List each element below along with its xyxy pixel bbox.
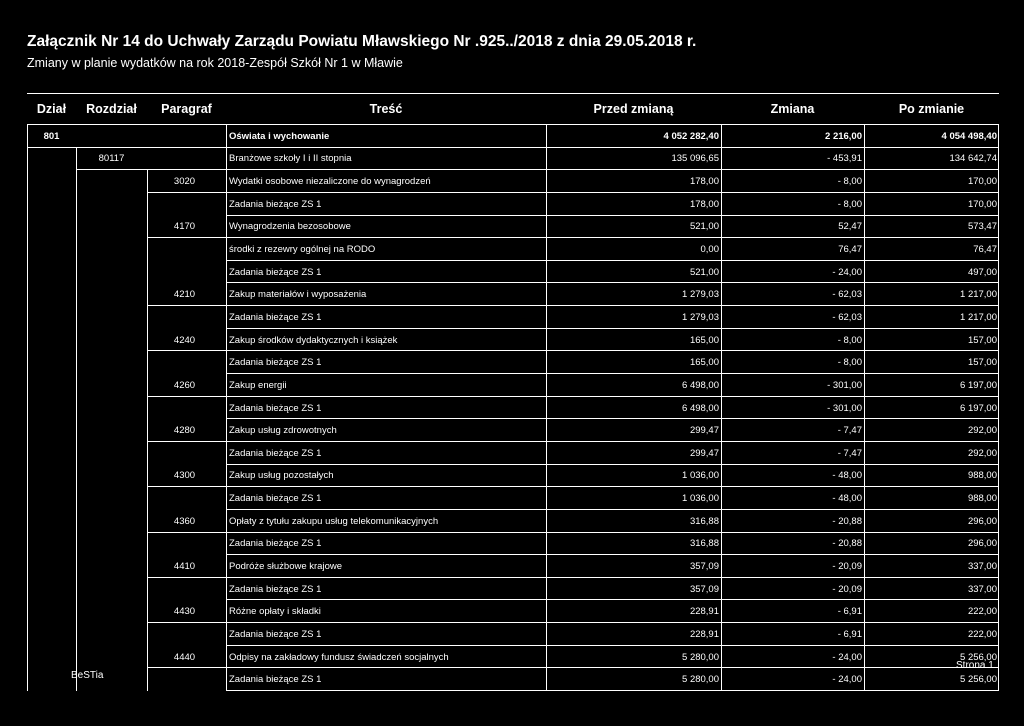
- cell-przed-zmiana: 357,09: [689, 583, 719, 595]
- expense-table: [27, 93, 999, 691]
- cell-przed-zmiana: 6 498,00: [682, 379, 719, 391]
- cell-zmiana: - 8,00: [837, 334, 862, 346]
- cell-po-zmianie: 5 256,00: [960, 651, 997, 663]
- cell-tresc: Zadania bieżące ZS 1: [229, 583, 322, 595]
- table-row: [27, 170, 999, 193]
- cell-paragraf: 4210: [173, 289, 196, 301]
- cell-paragraf: 4360: [173, 515, 196, 527]
- table-row: [27, 419, 999, 442]
- cell-zmiana: - 8,00: [837, 357, 862, 369]
- cell-zmiana: - 20,88: [832, 538, 862, 550]
- cell-po-zmianie: 296,00: [967, 515, 997, 527]
- cell-przed-zmiana: 6 498,00: [682, 402, 719, 414]
- cell-po-zmianie: 1 217,00: [960, 289, 997, 301]
- cell-tresc: Branżowe szkoły I i II stopnia: [229, 153, 352, 165]
- cell-przed-zmiana: 0,00: [700, 244, 719, 256]
- table-header: [27, 93, 999, 125]
- cell-tresc: Zakup usług pozostałych: [229, 470, 334, 482]
- cell-przed-zmiana: 165,00: [689, 334, 719, 346]
- table-row: [27, 555, 999, 578]
- document-title: Załącznik Nr 14 do Uchwały Zarządu Powiatu Mławskiego Nr .925../2018 z dnia 29.05.2018 r.: [27, 33, 697, 50]
- cell-po-zmianie: 170,00: [967, 176, 997, 188]
- cell-przed-zmiana: 299,47: [689, 447, 719, 459]
- cell-paragraf: 4430: [173, 606, 196, 618]
- table-body: [27, 125, 999, 691]
- cell-po-zmianie: 292,00: [967, 447, 997, 459]
- cell-tresc: Zakup materiałów i wyposażenia: [229, 289, 367, 301]
- cell-paragraf: 3020: [173, 176, 196, 188]
- cell-po-zmianie: 497,00: [967, 266, 997, 278]
- cell-tresc: Zadania bieżące ZS 1: [229, 198, 322, 210]
- cell-po-zmianie: 157,00: [967, 334, 997, 346]
- column-divider: [27, 125, 28, 691]
- table-row: [27, 238, 999, 261]
- cell-zmiana: - 20,09: [832, 583, 862, 595]
- cell-zmiana: - 62,03: [832, 289, 862, 301]
- table-row: [27, 261, 999, 284]
- cell-przed-zmiana: 5 280,00: [682, 651, 719, 663]
- cell-paragraf: 4170: [173, 221, 196, 233]
- cell-tresc: Wydatki osobowe niezaliczone do wynagrodzeń: [229, 176, 431, 188]
- cell-zmiana: - 8,00: [837, 198, 862, 210]
- cell-zmiana: - 7,47: [837, 425, 862, 437]
- table-row: [27, 600, 999, 623]
- table-row: [27, 193, 999, 216]
- table-row: [27, 465, 999, 488]
- cell-tresc: Zadania bieżące ZS 1: [229, 402, 322, 414]
- cell-tresc: Zadania bieżące ZS 1: [229, 628, 322, 640]
- table-row: [27, 442, 999, 465]
- cell-po-zmianie: 4 054 498,40: [941, 130, 997, 142]
- cell-tresc: Zakup środków dydaktycznych i książek: [229, 334, 398, 346]
- cell-po-zmianie: 292,00: [967, 425, 997, 437]
- cell-po-zmianie: 988,00: [967, 470, 997, 482]
- cell-zmiana: - 301,00: [827, 379, 862, 391]
- cell-zmiana: - 48,00: [832, 470, 862, 482]
- row-divider: [226, 690, 999, 691]
- cell-przed-zmiana: 521,00: [689, 266, 719, 278]
- cell-paragraf: 4260: [173, 379, 196, 391]
- cell-przed-zmiana: 1 279,03: [682, 311, 719, 323]
- table-row: [27, 306, 999, 329]
- cell-po-zmianie: 222,00: [967, 628, 997, 640]
- document-subtitle: Zmiany w planie wydatków na rok 2018-Zespół Szkół Nr 1 w Mławie: [27, 56, 403, 70]
- cell-paragraf: 4440: [173, 651, 196, 663]
- header-paragraf: Paragraf: [161, 102, 212, 116]
- cell-zmiana: - 62,03: [832, 311, 862, 323]
- cell-tresc: środki z rezewry ogólnej na RODO: [229, 244, 376, 256]
- column-divider: [76, 148, 77, 692]
- column-divider: [998, 125, 999, 691]
- cell-po-zmianie: 573,47: [967, 221, 997, 233]
- cell-paragraf: 4240: [173, 334, 196, 346]
- cell-tresc: Zadania bieżące ZS 1: [229, 447, 322, 459]
- column-divider: [147, 170, 148, 691]
- cell-tresc: Zadania bieżące ZS 1: [229, 674, 322, 686]
- table-row: [27, 510, 999, 533]
- cell-zmiana: 76,47: [838, 244, 862, 256]
- cell-po-zmianie: 6 197,00: [960, 379, 997, 391]
- cell-tresc: Zakup energii: [229, 379, 287, 391]
- cell-po-zmianie: 988,00: [967, 493, 997, 505]
- cell-zmiana: - 48,00: [832, 493, 862, 505]
- cell-przed-zmiana: 228,91: [689, 606, 719, 618]
- header-zmiana: Zmiana: [770, 102, 815, 116]
- cell-zmiana: - 7,47: [837, 447, 862, 459]
- cell-tresc: Odpisy na zakładowy fundusz świadczeń socjalnych: [229, 651, 449, 663]
- cell-paragraf: 4300: [173, 470, 196, 482]
- cell-przed-zmiana: 299,47: [689, 425, 719, 437]
- cell-tresc: Oświata i wychowanie: [229, 130, 330, 142]
- cell-przed-zmiana: 4 052 282,40: [663, 130, 719, 142]
- table-row: [27, 668, 999, 691]
- cell-po-zmianie: 1 217,00: [960, 311, 997, 323]
- cell-tresc: Zadania bieżące ZS 1: [229, 357, 322, 369]
- cell-zmiana: - 8,00: [837, 176, 862, 188]
- table-row: [27, 623, 999, 646]
- cell-po-zmianie: 76,47: [973, 244, 997, 256]
- cell-przed-zmiana: 1 036,00: [682, 470, 719, 482]
- cell-po-zmianie: 222,00: [967, 606, 997, 618]
- header-przed-zmiana: Przed zmianą: [593, 102, 674, 116]
- cell-po-zmianie: 6 197,00: [960, 402, 997, 414]
- cell-rozdzial: 80117: [98, 153, 125, 165]
- cell-zmiana: - 24,00: [832, 266, 862, 278]
- table-row: [27, 487, 999, 510]
- table-row: [27, 125, 999, 148]
- header-po-zmianie: Po zmianie: [898, 102, 965, 116]
- table-row: [27, 646, 999, 669]
- table-row: [27, 397, 999, 420]
- cell-paragraf: 4410: [173, 560, 196, 572]
- cell-tresc: Zadania bieżące ZS 1: [229, 311, 322, 323]
- cell-zmiana: - 20,09: [832, 560, 862, 572]
- cell-zmiana: - 24,00: [832, 674, 862, 686]
- cell-po-zmianie: 337,00: [967, 583, 997, 595]
- cell-po-zmianie: 170,00: [967, 198, 997, 210]
- cell-zmiana: - 20,88: [832, 515, 862, 527]
- cell-zmiana: - 453,91: [827, 153, 862, 165]
- cell-zmiana: - 6,91: [837, 606, 862, 618]
- cell-zmiana: 52,47: [838, 221, 862, 233]
- column-divider: [864, 125, 865, 691]
- cell-przed-zmiana: 1 036,00: [682, 493, 719, 505]
- table-row: [27, 374, 999, 397]
- column-divider: [546, 125, 547, 691]
- footer-page-number: Strona 1: [956, 660, 994, 671]
- footer-software-name: BeSTia: [71, 670, 104, 681]
- cell-tresc: Zakup usług zdrowotnych: [229, 425, 337, 437]
- cell-tresc: Opłaty z tytułu zakupu usług telekomunikacyjnych: [229, 515, 439, 527]
- column-divider: [721, 125, 722, 691]
- cell-przed-zmiana: 316,88: [689, 538, 719, 550]
- cell-zmiana: - 24,00: [832, 651, 862, 663]
- cell-przed-zmiana: 521,00: [689, 221, 719, 233]
- cell-zmiana: 2 216,00: [825, 130, 862, 142]
- cell-przed-zmiana: 178,00: [689, 198, 719, 210]
- cell-po-zmianie: 296,00: [967, 538, 997, 550]
- table-row: [27, 148, 999, 171]
- cell-przed-zmiana: 357,09: [689, 560, 719, 572]
- table-row: [27, 329, 999, 352]
- cell-po-zmianie: 134 642,74: [949, 153, 997, 165]
- cell-po-zmianie: 337,00: [967, 560, 997, 572]
- cell-tresc: Zadania bieżące ZS 1: [229, 538, 322, 550]
- cell-przed-zmiana: 135 096,65: [671, 153, 719, 165]
- cell-tresc: Zadania bieżące ZS 1: [229, 266, 322, 278]
- cell-tresc: Wynagrodzenia bezosobowe: [229, 221, 351, 233]
- table-row: [27, 533, 999, 556]
- table-row: [27, 216, 999, 239]
- cell-zmiana: - 301,00: [827, 402, 862, 414]
- cell-po-zmianie: 157,00: [967, 357, 997, 369]
- table-row: [27, 578, 999, 601]
- header-rozdzial: Rozdział: [86, 102, 137, 116]
- column-divider: [226, 125, 227, 691]
- cell-przed-zmiana: 165,00: [689, 357, 719, 369]
- cell-przed-zmiana: 178,00: [689, 176, 719, 188]
- cell-tresc: Różne opłaty i składki: [229, 606, 321, 618]
- cell-dzial: 801: [43, 130, 60, 142]
- cell-tresc: Podróże służbowe krajowe: [229, 560, 343, 572]
- table-row: [27, 351, 999, 374]
- cell-tresc: Zadania bieżące ZS 1: [229, 493, 322, 505]
- cell-po-zmianie: 5 256,00: [960, 674, 997, 686]
- cell-zmiana: - 6,91: [837, 628, 862, 640]
- table-row: [27, 283, 999, 306]
- cell-przed-zmiana: 228,91: [689, 628, 719, 640]
- cell-paragraf: 4280: [173, 425, 196, 437]
- cell-przed-zmiana: 1 279,03: [682, 289, 719, 301]
- cell-przed-zmiana: 316,88: [689, 515, 719, 527]
- header-dzial: Dział: [36, 102, 67, 116]
- header-tresc: Treść: [369, 102, 403, 116]
- cell-przed-zmiana: 5 280,00: [682, 674, 719, 686]
